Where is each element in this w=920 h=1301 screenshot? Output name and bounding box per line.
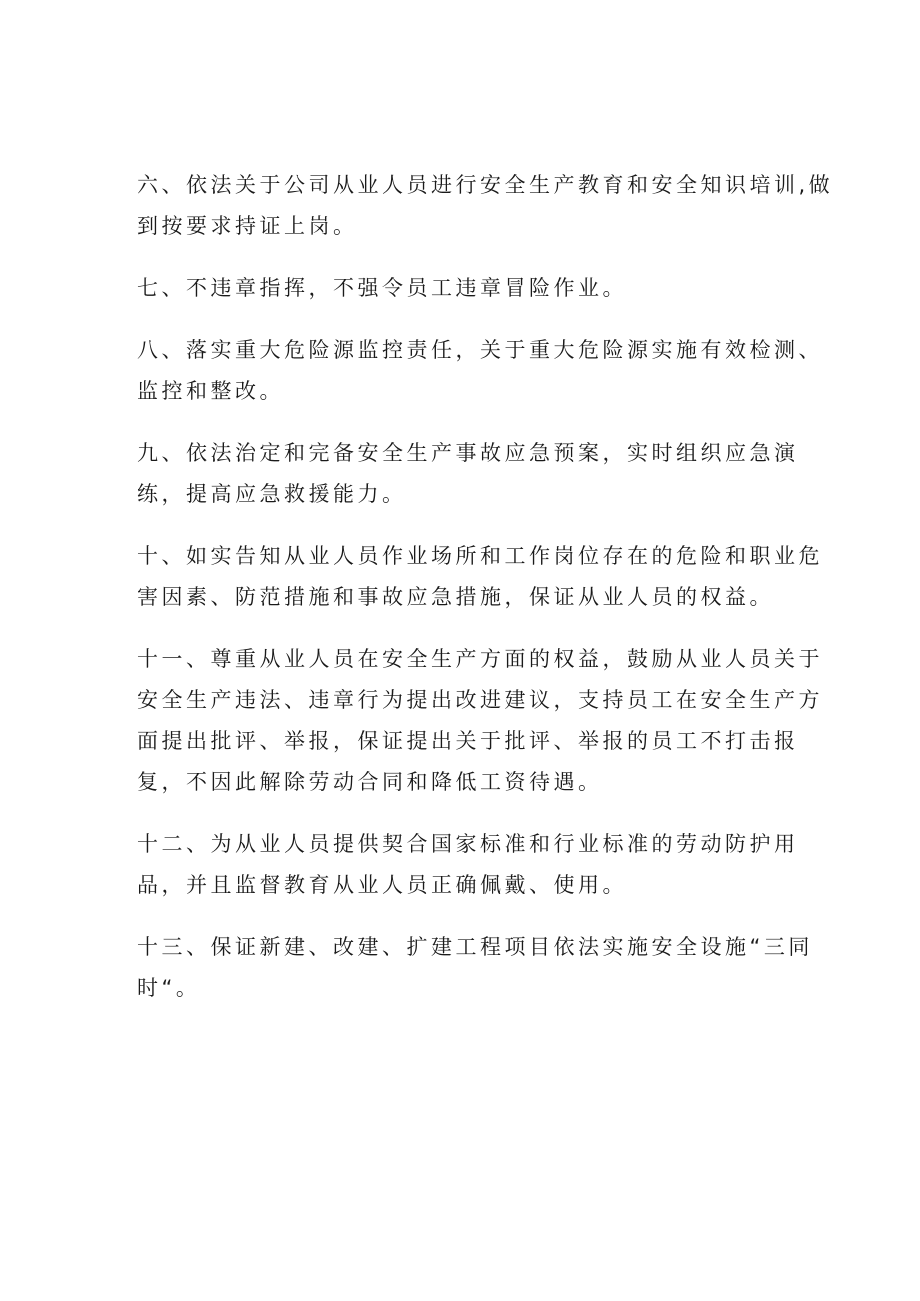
paragraph-line: 到按要求持证上岗。 bbox=[137, 214, 358, 238]
paragraph-line: 复，不因此解除劳动合同和降低工资待遇。 bbox=[137, 770, 603, 794]
paragraph-line: 监控和整改。 bbox=[137, 379, 284, 403]
paragraph-item-12 bbox=[137, 824, 797, 906]
paragraph-item-11 bbox=[137, 639, 823, 803]
paragraph-item-13 bbox=[137, 927, 813, 1009]
paragraph-line: 十一、尊重从业人员在安全生产方面的权益，鼓励从业人员关于 bbox=[137, 647, 823, 671]
paragraph-line: 时“。 bbox=[137, 976, 201, 1000]
paragraph-line: 练，提高应急救援能力。 bbox=[137, 482, 407, 506]
paragraph-line: 十三、保证新建、改建、扩建工程项目依法实施安全设施“三同 bbox=[137, 935, 813, 959]
paragraph-item-9 bbox=[137, 433, 797, 515]
paragraph-line: 七、不违章指挥，不强令员工违章冒险作业。 bbox=[137, 276, 627, 300]
paragraph-item-6 bbox=[137, 165, 834, 247]
paragraph-item-8 bbox=[137, 330, 823, 412]
paragraph-item-10 bbox=[137, 536, 823, 618]
paragraph-line: 十、如实告知从业人员作业场所和工作岗位存在的危险和职业危 bbox=[137, 544, 823, 568]
paragraph-item-7 bbox=[137, 268, 797, 309]
paragraph-line: 九、依法治定和完备安全生产事故应急预案，实时组织应急演 bbox=[137, 441, 799, 465]
paragraph-line: 十二、为从业人员提供契合国家标准和行业标准的劳动防护用 bbox=[137, 832, 799, 856]
paragraph-line: 八、落实重大危险源监控责任，关于重大危险源实施有效检测、 bbox=[137, 338, 823, 362]
document-body bbox=[137, 165, 834, 1030]
paragraph-line: 害因素、防范措施和事故应急措施，保证从业人员的权益。 bbox=[137, 585, 774, 609]
paragraph-line: 安全生产违法、违章行为提出改进建议，支持员工在安全生产方 bbox=[137, 688, 823, 712]
paragraph-line: 六、依法关于公司从业人员进行安全生产教育和安全知识培训,做 bbox=[137, 173, 834, 197]
paragraph-line: 面提出批评、举报，保证提出关于批评、举报的员工不打击报 bbox=[137, 729, 799, 753]
paragraph-line: 品，并且监督教育从业人员正确佩戴、使用。 bbox=[137, 873, 627, 897]
